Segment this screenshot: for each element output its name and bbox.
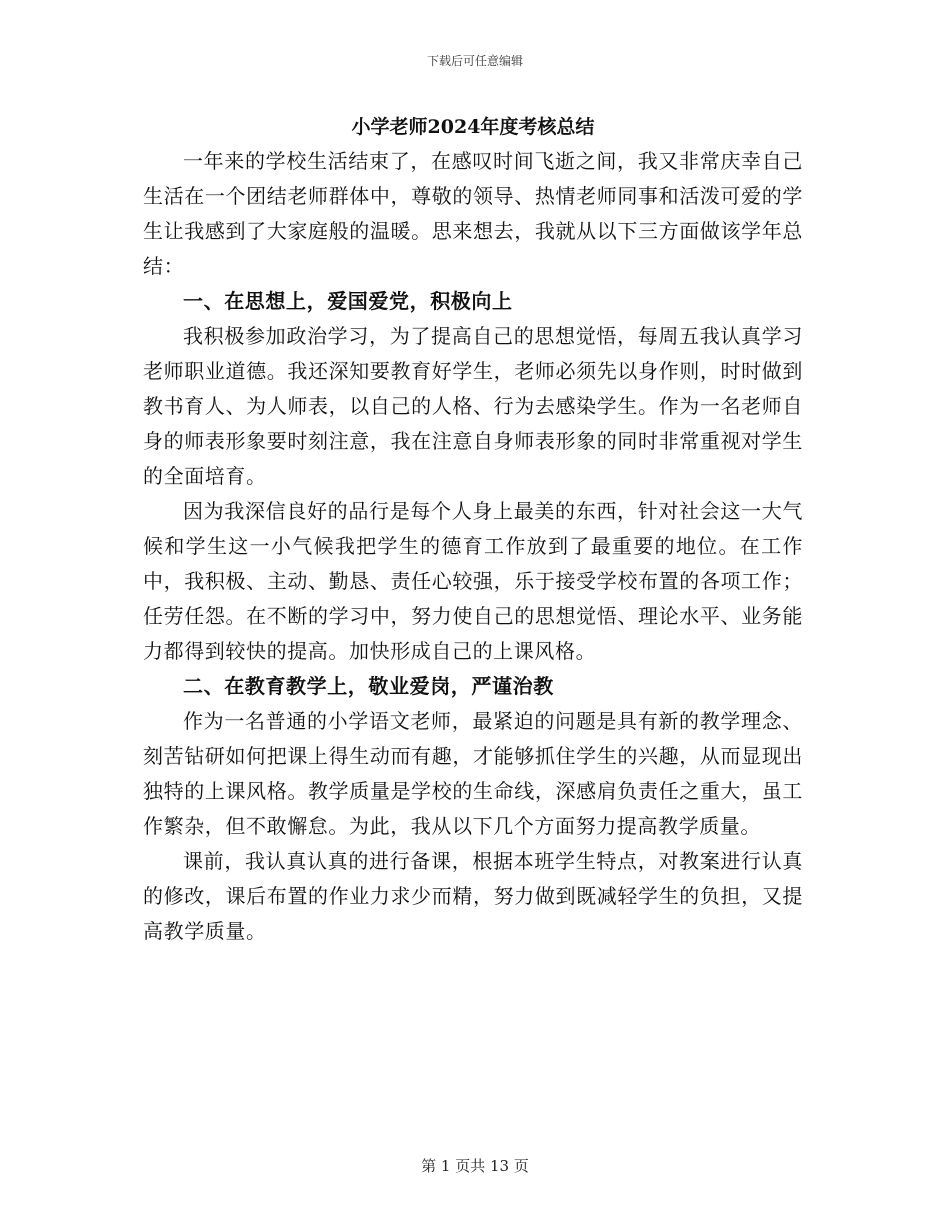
paragraph-section2-b: 课前，我认真认真的进行备课，根据本班学生特点，对教案进行认真的修改，课后布置的作业力求少而精，努力做到既减轻学生的负担，又提高教学质量。 [143,849,803,943]
section-heading-1: 一、在思想上，爱国爱党，积极向上 [183,289,513,313]
document-title: 小学老师2024年度考核总结 [351,116,595,138]
section-heading-2: 二、在教育教学上，敬业爱岗，严谨治教 [183,674,554,698]
paragraph-section2-a: 作为一名普通的小学语文老师，最紧迫的问题是具有新的教学理念、刻苦钻研如何把课上得生动而有趣，才能够抓住学生的兴趣，从而显现出独特的上课风格。教学质量是学校的生命线，深感肩负责任之重大，虽工作繁杂，但不敢懈怠。为此，我从以下几个方面努力提高教学质量。 [143,709,803,838]
document-body [143,112,803,949]
paragraph-intro: 一年来的学校生活结束了，在感叹时间飞逝之间，我又非常庆幸自己生活在一个团结老师群体中，尊敬的领导、热情老师同事和活泼可爱的学生让我感到了大家庭般的温暖。思来想去，我就从以下三方面做该学年总结： [143,149,803,278]
paragraph-section1-a: 我积极参加政治学习，为了提高自己的思想觉悟，每周五我认真学习老师职业道德。我还深知要教育好学生，老师必须先以身作则，时时做到教书育人、为人师表，以自己的人格、行为去感染学生。作为一名老师自身的师表形象要时刻注意，我在注意自身师表形象的同时非常重视对学生的全面培育。 [143,324,803,488]
header-note: 下载后可任意编辑 [426,54,523,68]
paragraph-section1-b: 因为我深信良好的品行是每个人身上最美的东西，针对社会这一大气候和学生这一小气候我把学生的德育工作放到了最重要的地位。在工作中，我积极、主动、勤恳、责任心较强，乐于接受学校布置的各项工作；任劳任怨。在不断的学习中，努力使自己的思想觉悟、理论水平、业务能力都得到较快的提高。加快形成自己的上课风格。 [143,499,803,663]
page-number-footer: 第 1 页共 13 页 [421,1157,529,1175]
